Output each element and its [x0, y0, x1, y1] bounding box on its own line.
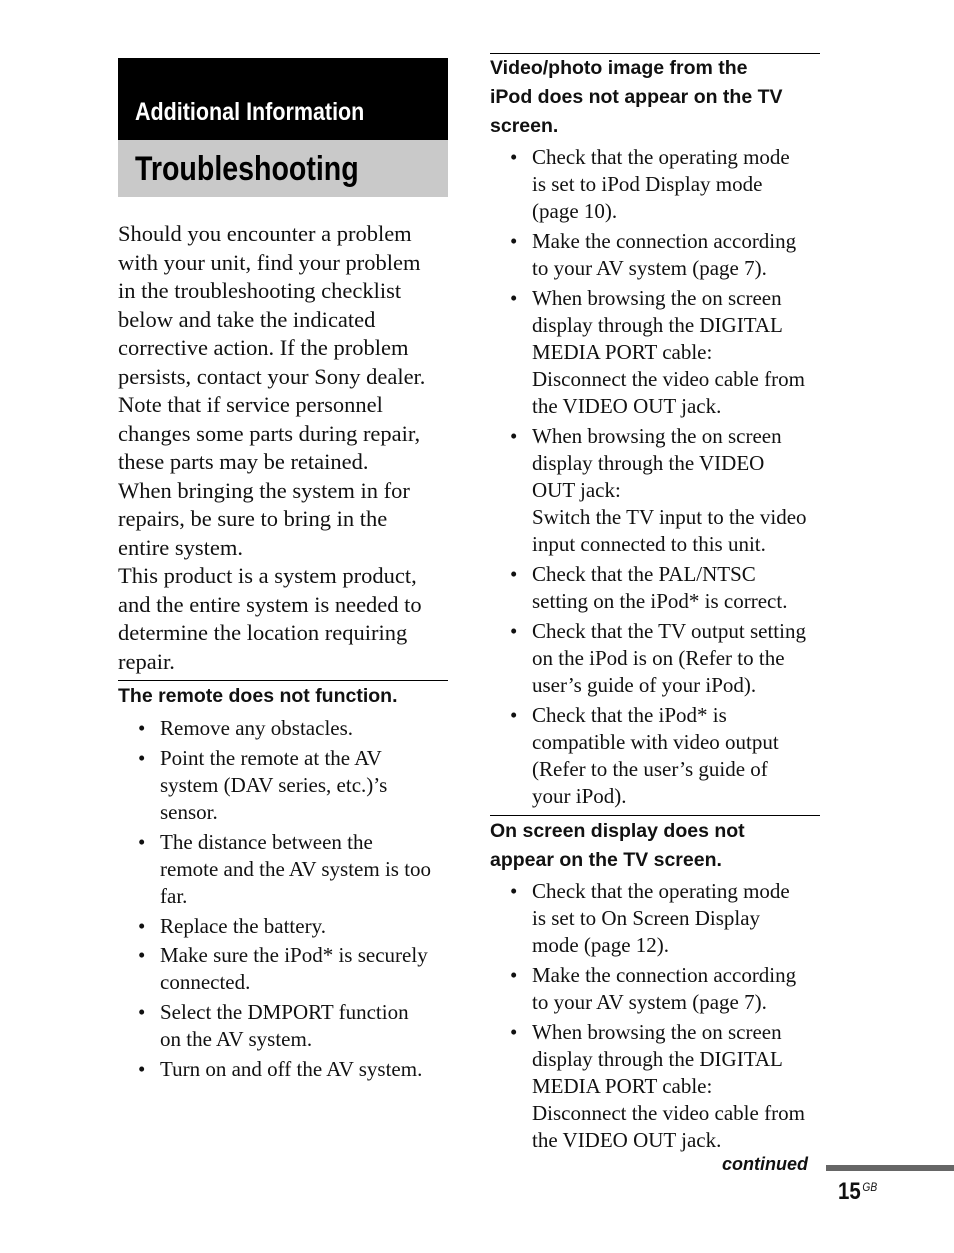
list-item: • Replace the battery.: [136, 913, 466, 940]
list-item: • Check that the operating mode is set to On Screen Display mode (page 12).: [508, 878, 838, 959]
list-item: • When browsing the on screen display through the DIGITAL MEDIA PORT cable: Disconnect the video cable from the VIDEO OUT jack.: [508, 285, 838, 420]
list-item: • Make the connection according to your AV system (page 7).: [508, 962, 838, 1016]
continued-label: continued: [722, 1154, 808, 1174]
section-heading-osd: On screen display does not appear on the TV screen.: [490, 820, 745, 871]
section-heading-video: Video/photo image from the iPod does not appear on the TV screen.: [490, 57, 783, 137]
list-item: • Turn on and off the AV system.: [136, 1056, 466, 1083]
list-item: • Make the connection according to your AV system (page 7).: [508, 228, 838, 282]
page-number-value: 15: [838, 1178, 861, 1205]
page-number: [838, 1178, 877, 1206]
page-region-suffix: GB: [862, 1180, 878, 1194]
section-divider: [118, 680, 448, 681]
list-item: • When browsing the on screen display through the DIGITAL MEDIA PORT cable: Disconnect the video cable from the VIDEO OUT jack.: [508, 1019, 838, 1154]
section-banner: [118, 58, 448, 140]
list-item: • Select the DMPORT function on the AV system.: [136, 999, 466, 1053]
list-item: • Make sure the iPod* is securely connected.: [136, 942, 466, 996]
remote-checklist: [136, 715, 466, 1083]
video-checklist: [508, 144, 838, 810]
section-title: Additional Information: [135, 98, 365, 126]
list-item: • Check that the operating mode is set to iPod Display mode (page 10).: [508, 144, 838, 225]
list-item: • Check that the PAL/NTSC setting on the iPod* is correct.: [508, 561, 838, 615]
list-item: • Point the remote at the AV system (DAV series, etc.)’s sensor.: [136, 745, 466, 826]
list-item: • The distance between the remote and the AV system is too far.: [136, 829, 466, 910]
section-heading-remote: The remote does not function.: [118, 685, 398, 707]
page-title: Troubleshooting: [135, 150, 359, 188]
osd-checklist: [508, 878, 838, 1154]
list-item: • Check that the TV output setting on the iPod is on (Refer to the user’s guide of your iPod).: [508, 618, 838, 699]
title-banner: [118, 140, 448, 197]
list-item: • Remove any obstacles.: [136, 715, 466, 742]
list-item: • When browsing the on screen display through the VIDEO OUT jack: Switch the TV input to the video input connected to this unit.: [508, 423, 838, 558]
list-item: • Check that the iPod* is compatible with video output (Refer to the user’s guide of your iPod).: [508, 702, 838, 810]
section-divider: [490, 815, 820, 816]
intro-paragraph: Should you encounter a problem with your unit, find your problem in the troubleshooting checklist below and take the indicated corrective action. If the problem persists, contact your Sony dealer. Note that if service personnel changes some parts during repair, these parts may be retained. When bringing the system in for repairs, be sure to bring in the entire system. This product is a system product, and the entire system is needed to determine the location requiring repair.: [118, 221, 426, 674]
continued-bar: [826, 1165, 954, 1171]
